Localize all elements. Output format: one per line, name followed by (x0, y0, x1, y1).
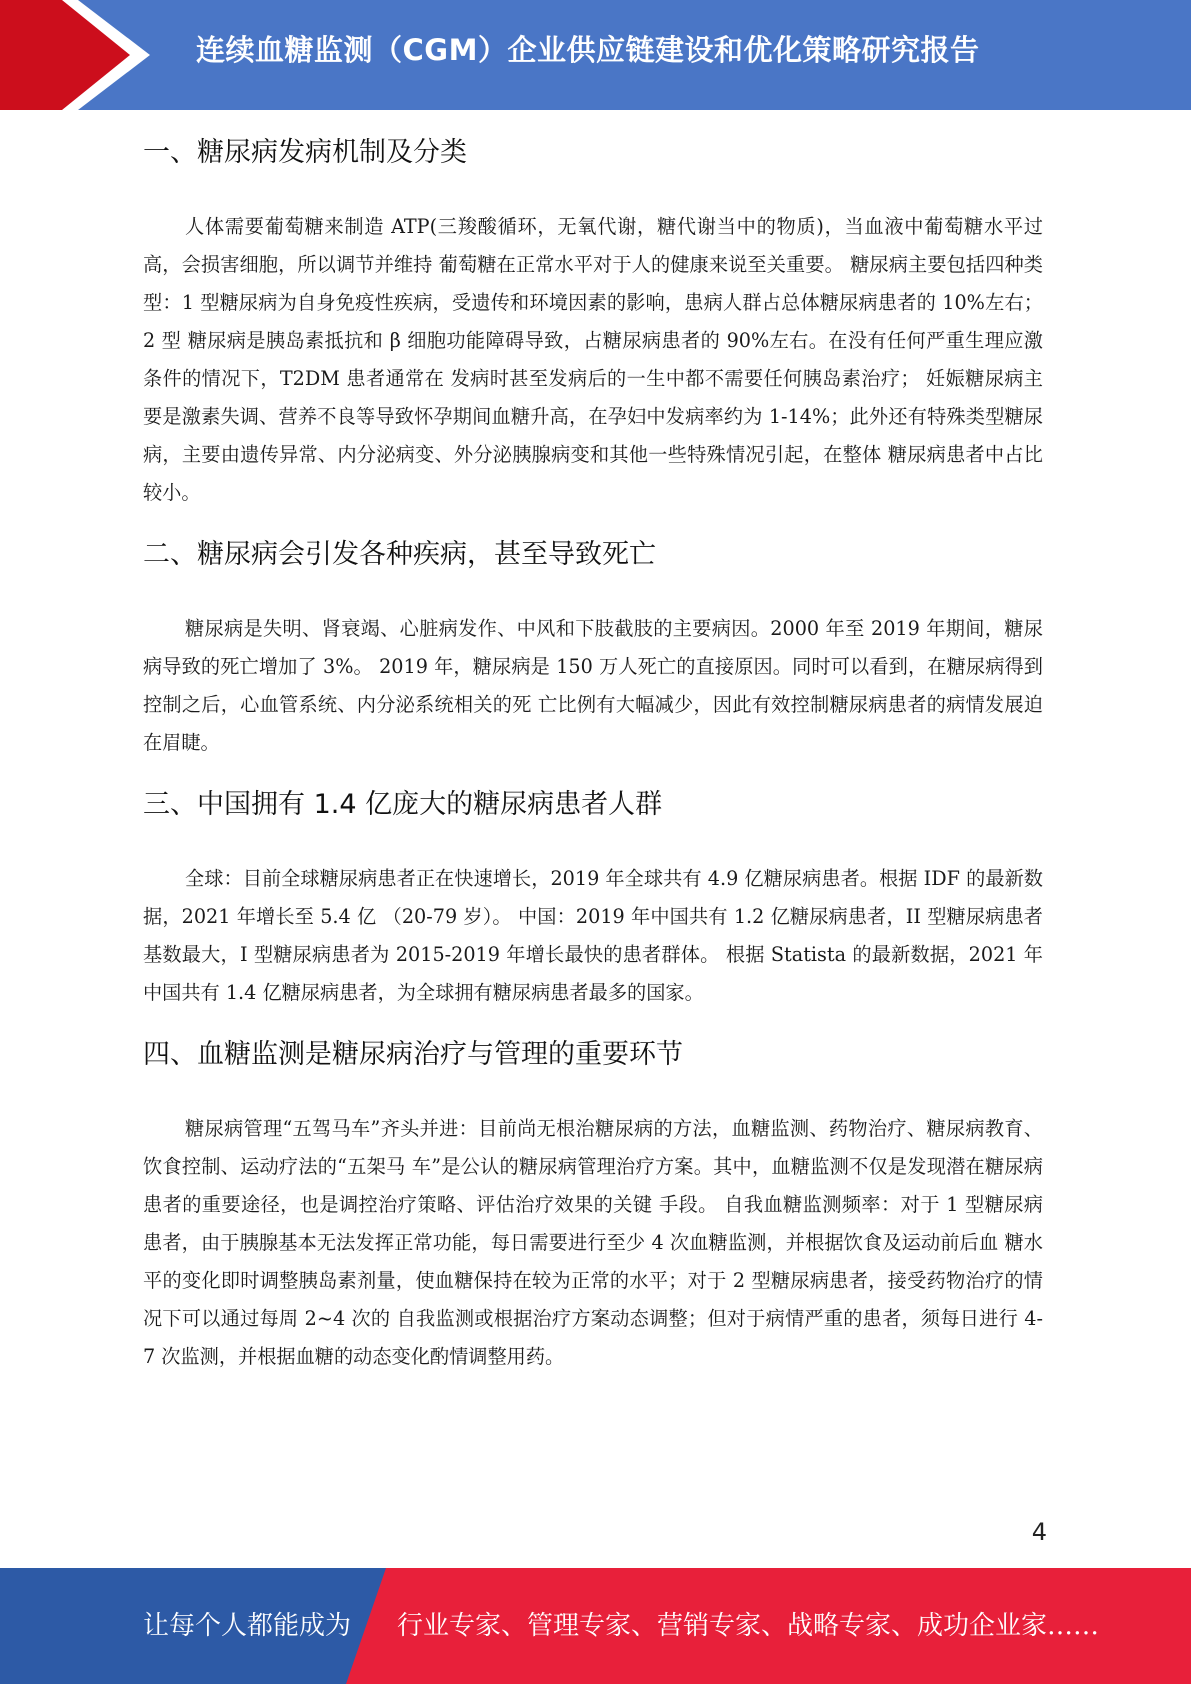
footer-band (0, 1568, 1191, 1684)
section-4 (143, 1038, 1043, 1376)
header-band (0, 0, 1191, 110)
footer-slogan-left: 让每个人都能成为 (143, 1611, 352, 1641)
section-2 (143, 538, 1043, 762)
document-content (143, 112, 1043, 1402)
header-chevron-icon (0, 0, 160, 110)
footer-slogan-right: 行业专家、管理专家、营销专家、战略专家、成功企业家…… (397, 1611, 1100, 1641)
section-3 (143, 788, 1043, 1012)
section-heading: 一、糖尿病发病机制及分类 (143, 137, 467, 168)
section-heading: 二、糖尿病会引发各种疾病，甚至导致死亡 (143, 539, 656, 570)
section-heading: 四、血糖监测是糖尿病治疗与管理的重要环节 (143, 1039, 683, 1070)
section-1 (143, 136, 1043, 512)
section-paragraph: 糖尿病管理“五驾马车”齐头并进：目前尚无根治糖尿病的方法，血糖监测、药物治疗、糖尿病教育、饮食控制、运动疗法的“五架马 车”是公认的糖尿病管理治疗方案。其中，血糖监测不仅是发现潜在糖尿病患者的重要途径，也是调控治疗策略、评估治疗效果的关键 手段。 自我血糖监测频率：对于 1 型糖尿病患者，由于胰腺基本无法发挥正常功能，每日需要进行至少 4 次血糖监测，并根据饮食及运动前后血 糖水平的变化即时调整胰岛素剂量，使血糖保持在较为正常的水平；对于 2 型糖尿病患者，接受药物治疗的情况下可以通过每周 2~4 次的 自我监测或根据治疗方案动态调整；但对于病情严重的患者，须每日进行 4-7 次监测，并根据血糖的动态变化酌情调整用药。 (143, 1117, 1043, 1368)
page-number: 4 (1031, 1518, 1047, 1546)
section-paragraph: 人体需要葡萄糖来制造 ATP(三羧酸循环，无氧代谢，糖代谢当中的物质)，当血液中葡萄糖水平过高，会损害细胞，所以调节并维持 葡萄糖在正常水平对于人的健康来说至关重要。 糖尿病主要包括四种类型：1 型糖尿病为自身免疫性疾病，受遗传和环境因素的影响，患病人群占总体糖尿病患者的 10%左右； 2 型 糖尿病是胰岛素抵抗和 β 细胞功能障碍导致，占糖尿病患者的 90%左右。在没有任何严重生理应激条件的情况下，T2DM 患者通常在 发病时甚至发病后的一生中都不需要任何胰岛素治疗； 妊娠糖尿病主要是激素失调、营养不良等导致怀孕期间血糖升高，在孕妇中发病率约为 1-14%；此外还有特殊类型糖尿病，主要由遗传异常、内分泌病变、外分泌胰腺病变和其他一些特殊情况引起，在整体 糖尿病患者中占比较小。 (143, 215, 1043, 504)
section-paragraph: 糖尿病是失明、肾衰竭、心脏病发作、中风和下肢截肢的主要病因。2000 年至 2019 年期间，糖尿病导致的死亡增加了 3%。 2019 年，糖尿病是 150 万人死亡的直接原因。同时可以看到，在糖尿病得到控制之后，心血管系统、内分泌系统相关的死 亡比例有大幅减少，因此有效控制糖尿病患者的病情发展迫在眉睫。 (143, 617, 1043, 754)
report-title: 连续血糖监测（CGM）企业供应链建设和优化策略研究报告 (196, 33, 980, 67)
section-paragraph: 全球：目前全球糖尿病患者正在快速增长，2019 年全球共有 4.9 亿糖尿病患者。根据 IDF 的最新数据，2021 年增长至 5.4 亿 （20-79 岁）。 中国：2019 年中国共有 1.2 亿糖尿病患者，II 型糖尿病患者基数最大，I 型糖尿病患者为 2015-2019 年增长最快的患者群体。 根据 Statista 的最新数据，2021 年中国共有 1.4 亿糖尿病患者，为全球拥有糖尿病患者最多的国家。 (143, 867, 1043, 1004)
section-heading: 三、中国拥有 1.4 亿庞大的糖尿病患者人群 (143, 789, 663, 820)
